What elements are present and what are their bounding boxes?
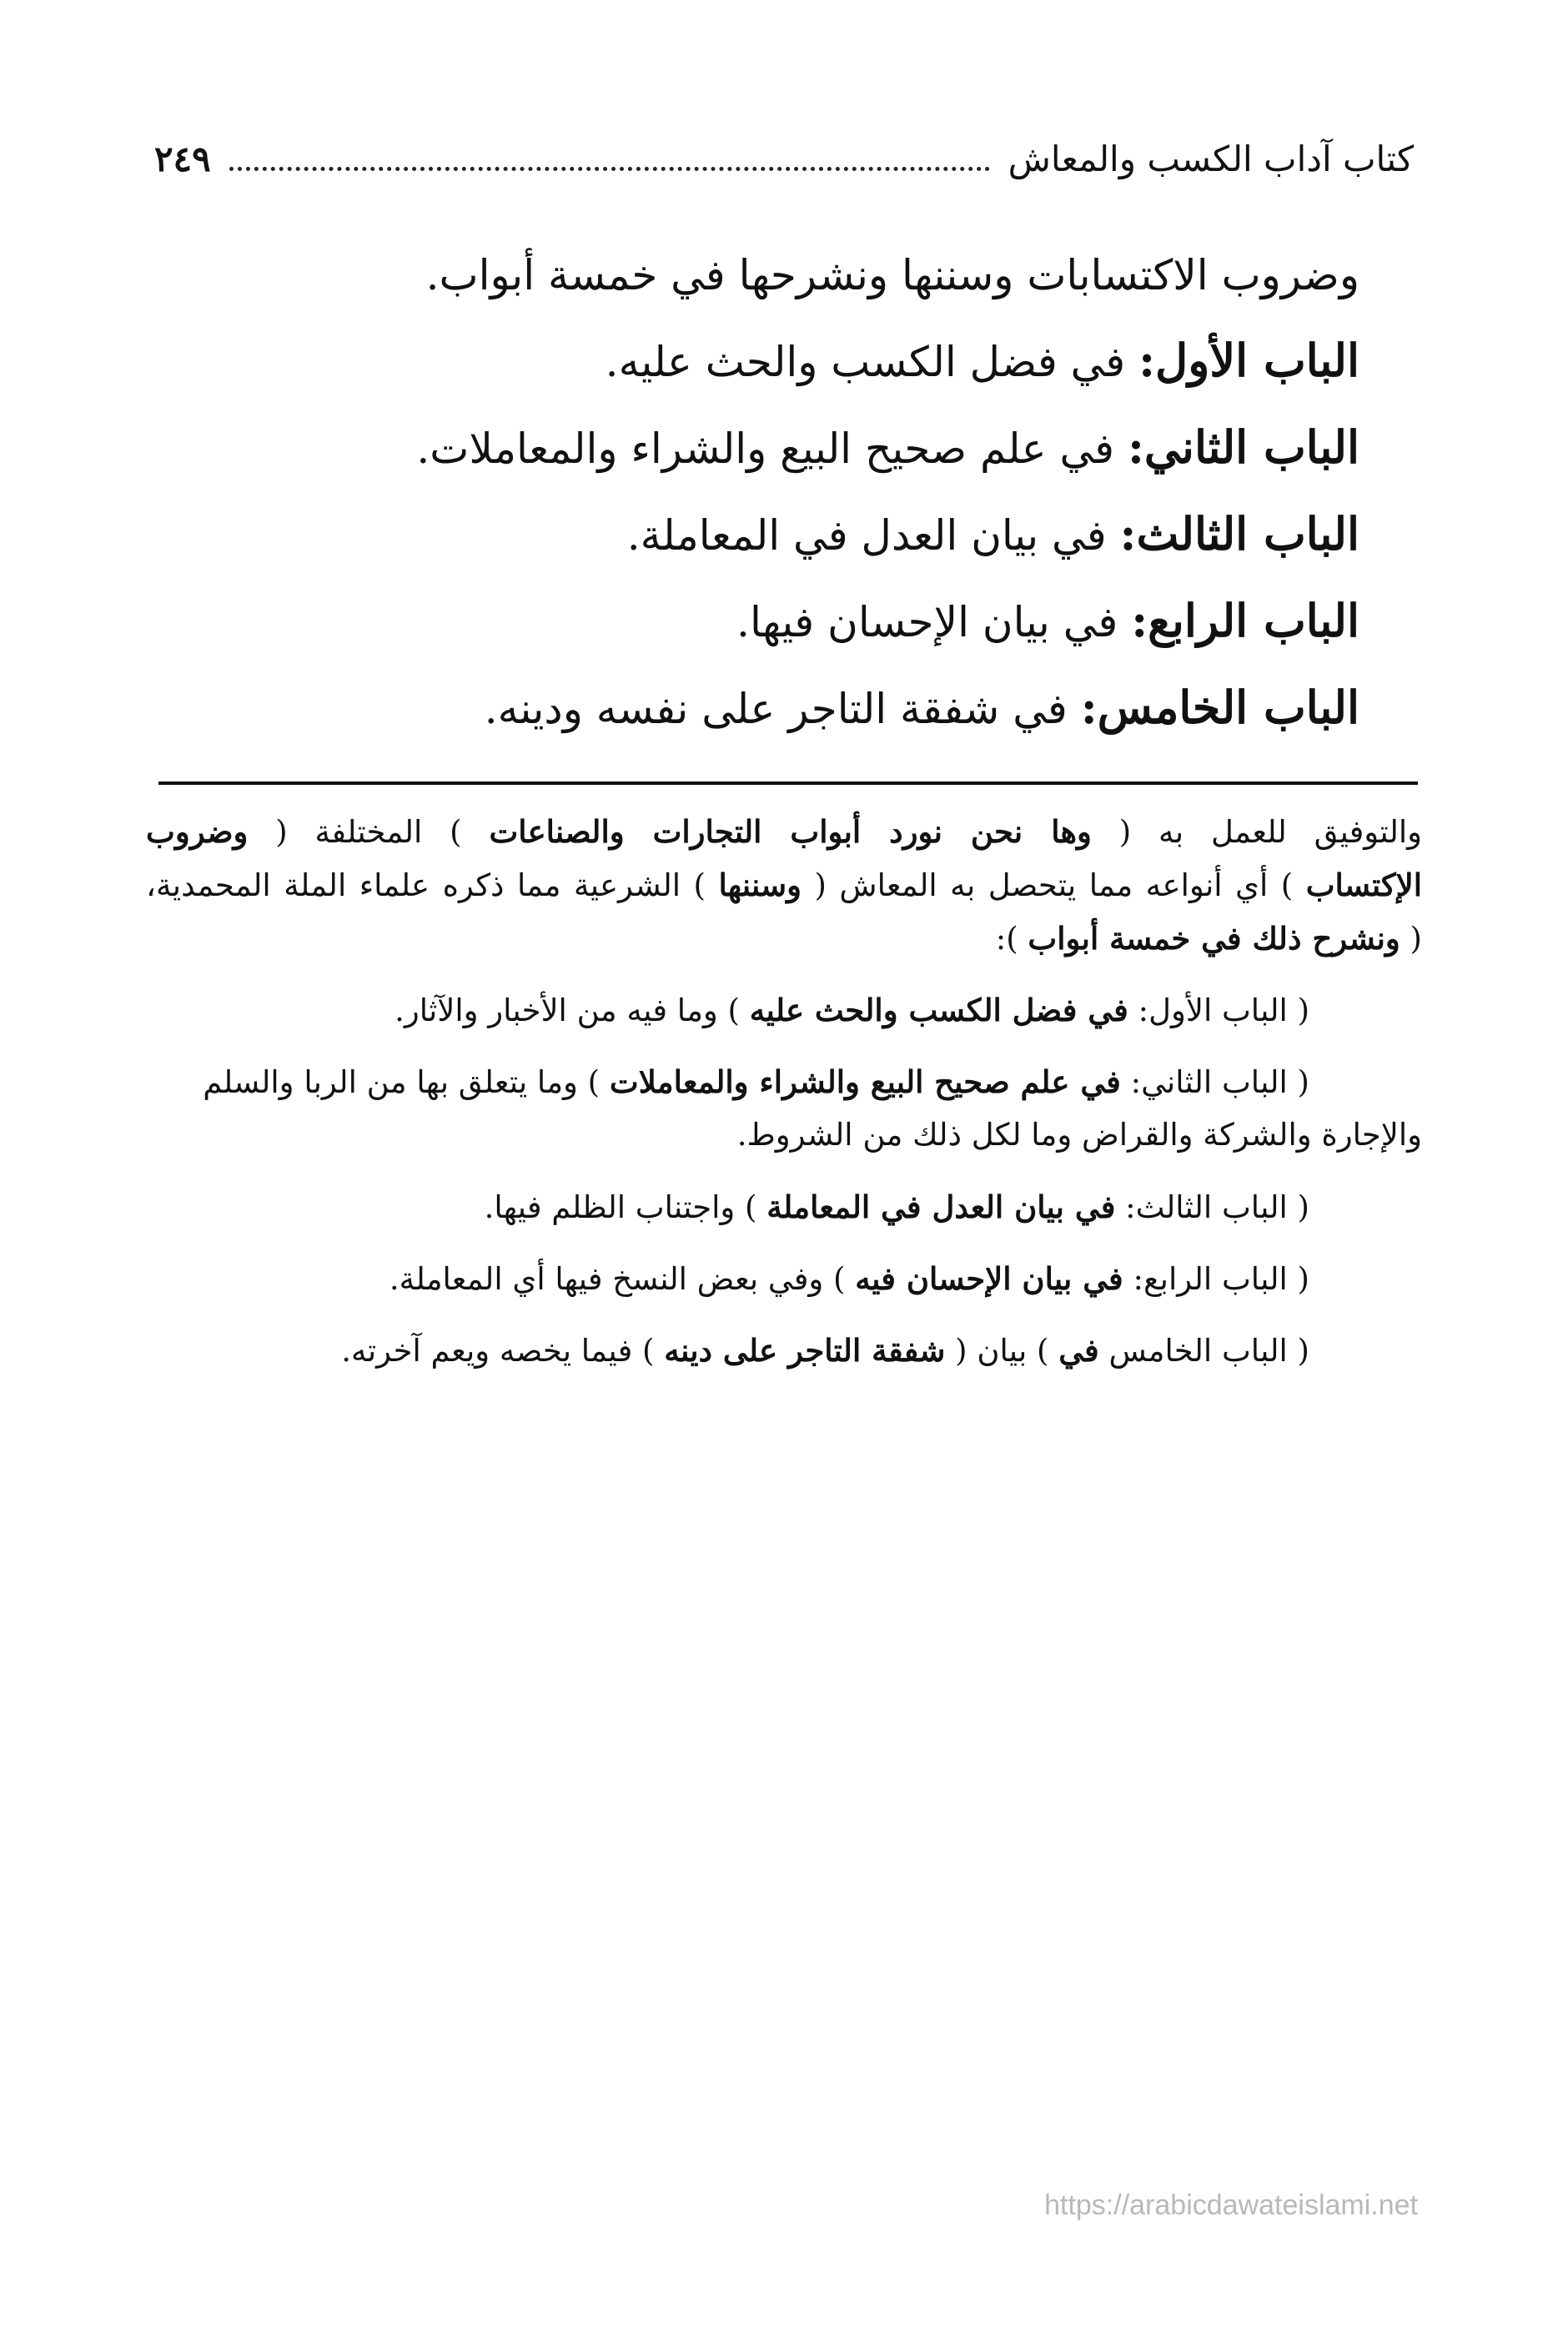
commentary-chapter-4 — [146, 1252, 1422, 1305]
chapter-text: في شفقة التاجر على نفسه ودينه. — [484, 685, 1081, 733]
commentary-chapter-5 — [146, 1324, 1422, 1377]
main-text — [158, 234, 1359, 751]
chapter-4 — [158, 577, 1359, 664]
commentary-text: ) بيان ( — [945, 1333, 1059, 1369]
spacer — [146, 1234, 1422, 1252]
commentary-line: والإجارة والشركة والقراض وما لكل ذلك من الشروط. — [736, 1117, 1422, 1153]
spacer — [146, 1305, 1422, 1324]
chapter-5 — [158, 664, 1359, 751]
intro-line: وضروب الاكتسابات وسننها ونشرحها في خمسة أبواب. — [425, 251, 1359, 299]
chapter-label: الباب الأول: — [1138, 334, 1359, 387]
quoted-text: في فضل الكسب والحث عليه — [749, 992, 1128, 1028]
commentary-text: ( — [1400, 921, 1422, 957]
commentary-text: ( الباب الثالث: — [1115, 1189, 1309, 1225]
quoted-text: ونشرح ذلك في خمسة أبواب — [1028, 920, 1400, 957]
commentary-chapter-2 — [146, 1055, 1422, 1108]
commentary-text: ) المختلفة ( — [248, 814, 490, 850]
chapter-text: في بيان الإحسان فيها. — [736, 598, 1132, 646]
quoted-text: في بيان الإحسان فيه — [855, 1260, 1123, 1297]
chapter-label: الباب الثاني: — [1127, 420, 1359, 474]
book-title: كتاب آداب الكسب والمعاش — [1008, 138, 1414, 179]
chapter-label: الباب الثالث: — [1119, 507, 1359, 560]
commentary-text: ) أي أنواعه مما يتحصل به المعاش ( — [801, 867, 1306, 903]
commentary-text: ) وما فيه من الأخبار والآثار. — [395, 993, 750, 1028]
quoted-text: في علم صحيح البيع والشراء والمعاملات — [609, 1063, 1121, 1100]
quoted-text: وها نحن نورد أبواب التجارات والصناعات — [489, 813, 1092, 850]
commentary-text: ( الباب الثاني: — [1120, 1064, 1309, 1100]
commentary-text: ( الباب الرابع: — [1123, 1261, 1309, 1297]
quoted-text: في بيان العدل في المعاملة — [766, 1189, 1116, 1225]
chapter-1 — [158, 317, 1359, 404]
commentary-text: ) فيما يخصه ويعم آخرته. — [341, 1333, 665, 1369]
commentary-line — [146, 858, 1422, 912]
commentary-chapter-3 — [146, 1180, 1422, 1234]
chapter-text: في بيان العدل في المعاملة. — [626, 511, 1120, 560]
spacer — [146, 965, 1422, 983]
quoted-text: شفقة التاجر على دينه — [664, 1332, 946, 1369]
watermark-url: https://arabicdawateislami.net — [1044, 2189, 1418, 2221]
commentary-block — [146, 805, 1422, 1377]
commentary-chapter-1 — [146, 983, 1422, 1037]
commentary-text: ) الشرعية مما ذكره علماء الملة المحمدية، — [146, 867, 719, 903]
quoted-text: وضروب — [146, 813, 249, 850]
chapter-3 — [158, 490, 1359, 577]
chapter-text: في فضل الكسب والحث عليه. — [605, 338, 1139, 386]
chapter-2 — [158, 404, 1359, 490]
commentary-text: ) وما يتعلق بها من الربا والسلم — [203, 1064, 610, 1100]
commentary-text: ( الباب الخامس — [1098, 1333, 1309, 1369]
quoted-text: في — [1058, 1332, 1099, 1369]
spacer — [146, 1037, 1422, 1055]
commentary-text: ) واجتناب الظلم فيها. — [484, 1189, 767, 1225]
chapter-text: في علم صحيح البيع والشراء والمعاملات. — [416, 425, 1128, 473]
quoted-text: وسننها — [718, 867, 802, 903]
chapter-label: الباب الخامس: — [1080, 681, 1359, 734]
commentary-text: ) وفي بعض النسخ فيها أي المعاملة. — [389, 1261, 856, 1297]
commentary-text: ( الباب الأول: — [1128, 993, 1309, 1028]
commentary-line — [146, 912, 1422, 965]
commentary-text: ): — [995, 921, 1028, 957]
running-header — [154, 125, 1414, 192]
commentary-line — [146, 805, 1422, 858]
dotted-leader — [229, 167, 990, 171]
spacer — [146, 1162, 1422, 1180]
chapter-label: الباب الرابع: — [1131, 594, 1359, 647]
page-number: ٢٤٩ — [154, 138, 211, 179]
separator-rule — [158, 782, 1418, 785]
commentary-text: والتوفيق للعمل به ( — [1091, 814, 1423, 850]
quoted-text: الإكتساب — [1305, 867, 1422, 903]
